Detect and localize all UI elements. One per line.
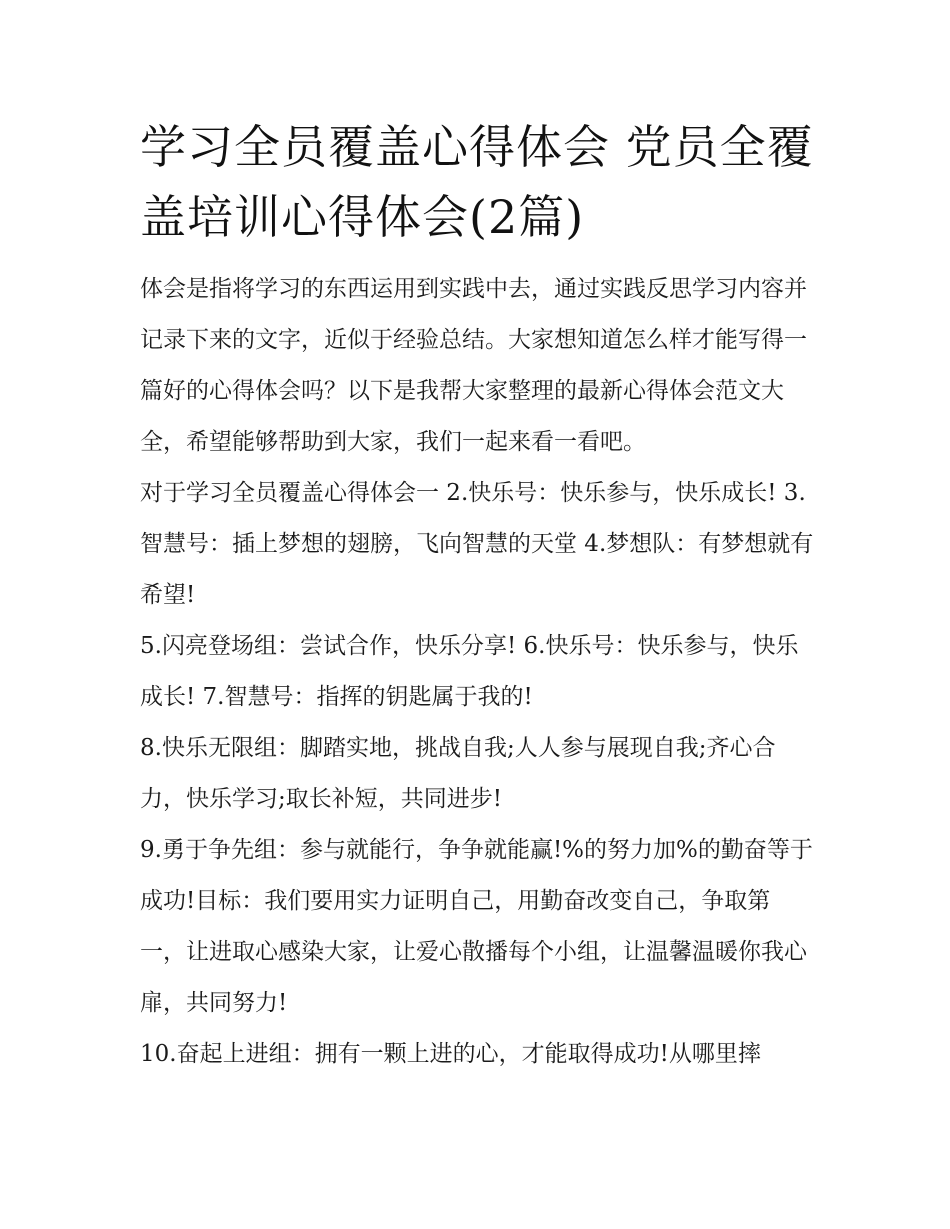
- document-content: [140, 112, 815, 1080]
- body-paragraph: 9.勇于争先组：参与就能行，争争就能赢!%的努力加%的勤奋等于成功!目标：我们要用实力证明自己，用勤奋改变自己，争取第一，让进取心感染大家，让爱心散播每个小组，让温馨温暖你我心扉，共同努力!: [140, 837, 813, 1016]
- body-paragraph: 对于学习全员覆盖心得体会一 2.快乐号：快乐参与，快乐成长! 3.智慧号：插上梦想的翅膀，飞向智慧的天堂 4.梦想队：有梦想就有希望!: [140, 480, 814, 608]
- body-paragraph: 8.快乐无限组：脚踏实地，挑战自我;人人参与展现自我;齐心合力，快乐学习;取长补短，共同进步!: [140, 735, 776, 812]
- intro-paragraph: 体会是指将学习的东西运用到实践中去，通过实践反思学习内容并记录下来的文字，近似于经验总结。大家想知道怎么样才能写得一篇好的心得体会吗？以下是我帮大家整理的最新心得体会范文大全，希望能够帮助到大家，我们一起来看一看吧。: [140, 276, 807, 455]
- body-paragraph: 10.奋起上进组：拥有一颗上进的心，才能取得成功!从哪里摔: [140, 1041, 761, 1067]
- body-paragraph: 5.闪亮登场组：尝试合作，快乐分享! 6.快乐号：快乐参与，快乐成长! 7.智慧号：指挥的钥匙属于我的!: [140, 633, 799, 710]
- document-title: 学习全员覆盖心得体会 党员全覆盖培训心得体会(2篇): [140, 120, 814, 244]
